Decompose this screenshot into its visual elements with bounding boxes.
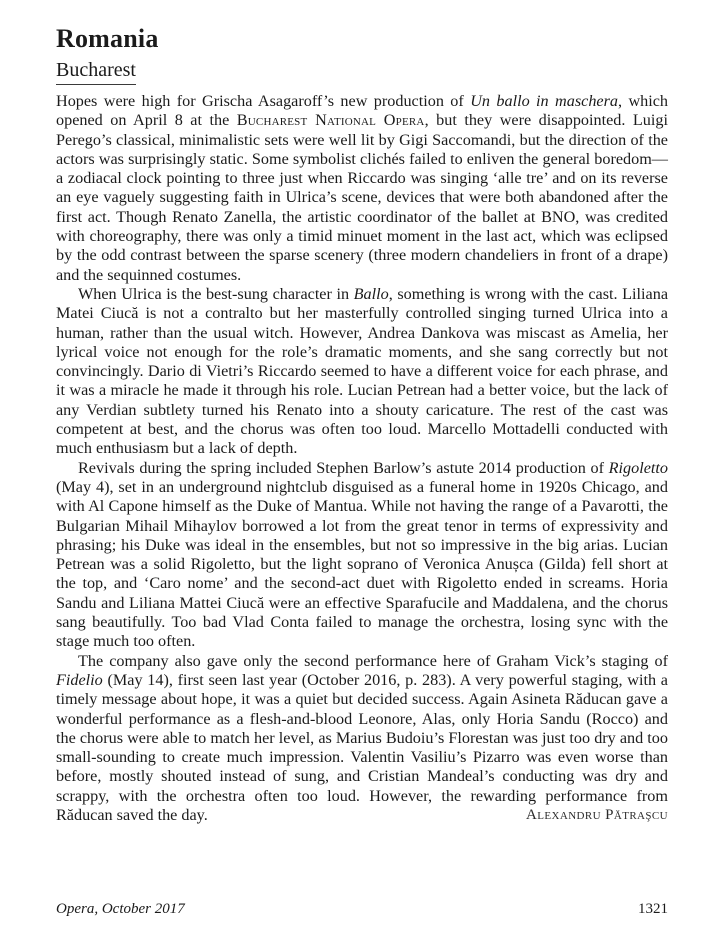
text-run: When Ulrica is the best-sung character in — [78, 284, 354, 303]
text-run: , which opened on April 8 at the — [56, 92, 669, 130]
review-body — [56, 92, 668, 825]
text-run-italic: Un ballo in maschera — [470, 92, 618, 110]
text-run: , but they were disappointed. Luigi Perego’s classical, minimalistic sets were well lit by Gigi Saccomandi, but the direction of the actors was surprisingly static. Some symbolist clichés failed to enliven the general boredom—a zodiacal clock pointing to three just when Riccardo was singing ‘alle tre’ and on its reverse an eye vaguely suggesting faith in Ulrica’s scene, devices that were both abandoned after the first act. Though Renato Zanella, the artistic coordinator of the ballet at BNO, was credited with choreography, there was only a timid minuet moment in the last act, which was eclipsed by the odd contrast between the sparse scenery (three modern chandeliers in front of a drape) and the sequinned costumes. — [56, 111, 668, 284]
text-run: The company also gave only the second performance here of Graham Vick’s staging of — [78, 651, 668, 670]
text-run-italic: Rigoletto — [608, 458, 668, 477]
review-paragraph — [56, 92, 668, 285]
paragraph-text — [56, 652, 668, 824]
city-heading — [56, 59, 668, 85]
article-column — [56, 24, 668, 825]
page-footer — [56, 901, 668, 918]
paragraph-text — [56, 92, 668, 284]
author-byline: Alexandru Pătraşcu — [526, 806, 668, 823]
paragraph-text — [56, 285, 668, 457]
review-paragraph — [56, 652, 668, 826]
city-heading-text: Bucharest — [56, 59, 136, 85]
text-run: Revivals during the spring included Stephen Barlow’s astute 2014 production of — [78, 458, 609, 477]
paragraph-text — [56, 459, 668, 651]
text-run: Hopes were high for Grischa Asagaroff’s new production of — [56, 92, 471, 110]
footer-page-number: 1321 — [638, 901, 668, 917]
text-run: , something is wrong with the cast. Liliana Matei Ciucă is not a contralto but her masterfully controlled singing turned Ulrica into a human, rather than the usual witch. However, Andrea Dankova was miscast as Amelia, her lyrical voice not enough for the role’s dramatic moments, and she sang correctly but not convincingly. Dario di Vietri’s Riccardo seemed to have a different voice for each phrase, and it was a miracle he made it through his role. Lucian Petrean had a better voice, but the lack of any Verdian subtlety turned his Renato into a shouty caricature. The rest of the cast was competent at best, and the chorus was often too loud. Marcello Mottadelli conducted with much enthusiasm but a lack of depth. — [56, 284, 669, 458]
text-run-smallcaps: Bucharest National Opera — [236, 111, 425, 130]
text-run: (May 4), set in an underground nightclub disguised as a funeral home in 1920s Chicago, and with Al Capone himself as the Duke of Mantua. While not having the range of a Pavarotti, the Bulgarian Mihail Mihaylov borrowed a lot from the great tenor in terms of expressivity and phrasing; his Duke was ideal in the ensembles, but not so impressive in the big arias. Lucian Petrean was a solid Rigoletto, but the light soprano of Veronica Anușca (Gilda) fell short at the top, and ‘Caro nome’ and the second-act duet with Rigoletto ended in screams. Horia Sandu and Liliana Mattei Ciucă were an effective Sparafucile and Maddalena, and the chorus sang beautifully. Too bad Vlad Conta failed to manage the orchestra, losing sync with the stage much too often. — [56, 477, 668, 651]
text-run-italic: Ballo — [353, 284, 389, 303]
country-heading: Romania — [56, 24, 159, 53]
text-run-italic: Fidelio — [56, 670, 103, 689]
review-paragraph — [56, 459, 668, 652]
text-run: (May 14), first seen last year (October 2016, p. 283). A very powerful staging, with a timely message about hope, it was a quiet but decided success. Again Asineta Răducan gave a wonderful performance as a flesh-and-blood Leonore, Alas, only Horia Sandu (Rocco) and the chorus were able to match her level, as Marius Budoiu’s Florestan was just too dry and too small-sounding to create much impression. Valentin Vasiliu’s Pizarro was even worse than before, mostly shouted instead of sung, and Cristian Mandeal’s conducting was dry and scrappy, with the orchestra often too loud. However, the rewarding performance from Răducan saved the day. — [56, 670, 668, 824]
review-paragraph — [56, 285, 668, 459]
footer-journal-title: Opera, October 2017 — [56, 901, 185, 917]
